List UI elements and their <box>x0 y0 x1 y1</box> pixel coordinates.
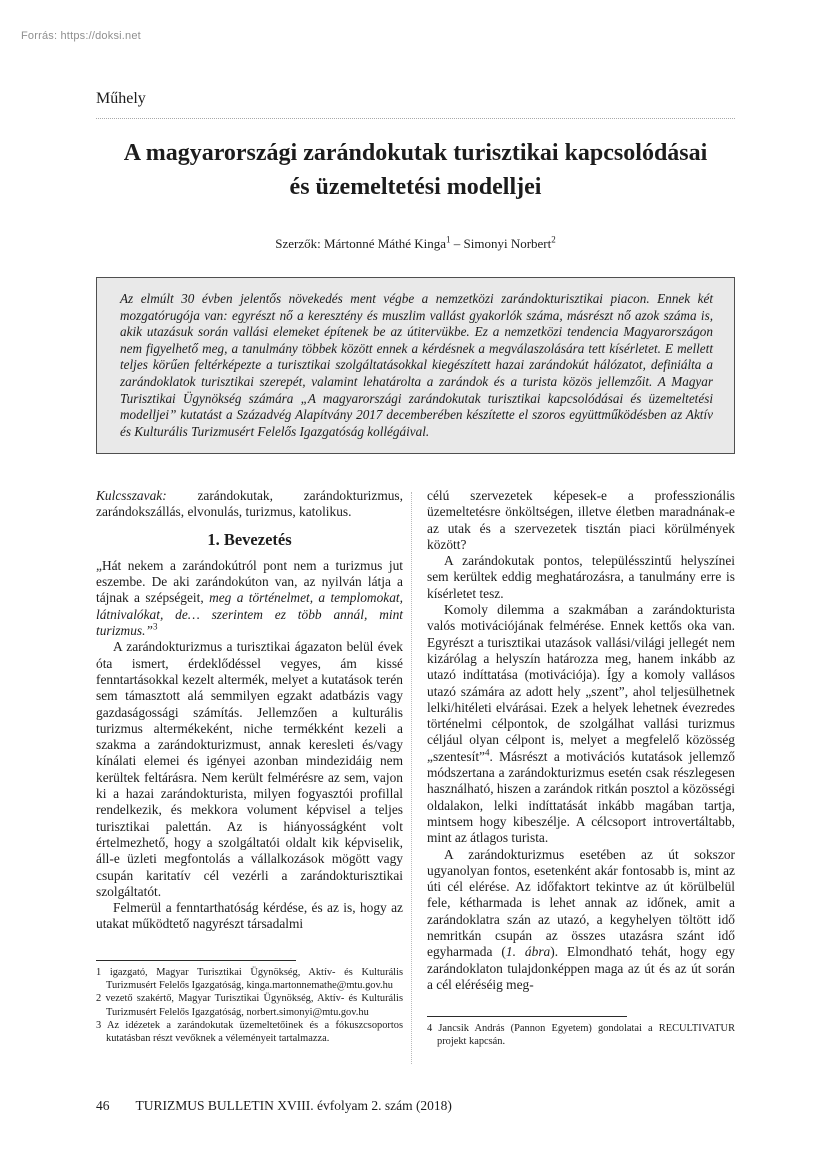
keywords-paragraph: Kulcsszavak: zarándokutak, zarándokturizmus, zarándokszállás, elvonulás, turizmus, katolikus. <box>96 488 403 520</box>
article-title-line-1: A magyarországi zarándokutak turisztikai kapcsolódásai <box>123 140 708 166</box>
footnote-3: 3 Az idézetek a zarándokutak üzemeltetőinek és a fókuszcsoportos kutatásban részt vevőknek a véleményeit tartalmazza. <box>96 1019 403 1045</box>
body-paragraph: A zarándokutak pontos, településszintű helyszínei sem kerültek eddig meghatározásra, a tanulmány erre is kísérletet tesz. <box>427 553 735 601</box>
footnote-2: 2 vezető szakértő, Magyar Turisztikai Ügynökség, Aktív- és Kulturális Turizmusért Felelős Igazgatóság, norbert.simonyi@mtu.gov.hu <box>96 993 403 1018</box>
body-paragraph: Komoly dilemma a szakmában a zarándokturista valós motivációjának felmérése. Ennek kettős oka van. Egyrészt a turisztikai utazások vallási/világi jellegét nem kizárólag a helyszín határozza meg, hanem inkább az utazó indíttatása (motivációja). Így a komoly vallásos utazó számára az adott hely „szent”, ahol teljesülhetnek lelki/hitéleti elvárásai. Ezek a helyek lehetnek évezredes történelmi célpontok, de szolgálhat vallási turizmus céljául olyan célpont is, melyet a megfelelő közösség „szentesít”$^4$. Másrészt a motivációs kutatások jellemző módszertana a zarándokturizmus esetén csak részlegesen használható, hiszen a zarándok ritkán posztol a közösségi oldalakon, lelki indíttatását inkább magában tartja, mintsem hogy kibeszélje. A célcsoport introvertáltabb, mint az átlagos turista. <box>427 602 735 846</box>
footnote-4: 4 Jancsik András (Pannon Egyetem) gondolatai a RECULTIVATUR projekt kapcsán. <box>427 1023 735 1048</box>
body-paragraph: Felmerül a fenntarthatóság kérdése, és az is, hogy az utakat működtető nagyrészt társadalmi <box>96 900 403 932</box>
page-number: 46 <box>96 1098 110 1113</box>
quote-paragraph: „Hát nekem a zarándokútról pont nem a turizmus jut eszembe. De aki zarándokúton van, az nyilván látja a tájnak a szépségeit, meg a történelmet, a templomokat, látnivalókat, de… szerintem ez több annál, mint turizmus.”$^3$ <box>96 557 403 639</box>
footnote-rule <box>96 960 296 961</box>
right-column <box>427 488 735 993</box>
footnote-rule <box>427 1016 627 1017</box>
source-url-label: Forrás: https://doksi.net <box>21 30 141 42</box>
left-column <box>96 488 403 933</box>
intro-heading: 1. Bevezetés <box>207 529 292 549</box>
article-title-line-2: és üzemeltetési modelljei <box>289 174 542 200</box>
column-divider <box>411 492 412 1064</box>
body-paragraph: A zarándokturizmus esetében az út sokszor ugyanolyan fontos, esetenként akár fontosabb is, mint az úti cél elérése. Az időfaktort tekintve az út körülbelül fele, kétharmada is lehet annak az időnek, amit a zarándoklatra szán az utazó, a kegyhelyen töltött idő nemritkán csupán az összes utazásra szánt idő egyharmada (1. ábra). Elmondható tehát, hogy egy zarándoklaton tulajdonképpen maga az út és az út során a cél eléréséig meg- <box>427 846 735 992</box>
footnote-1: 1 igazgató, Magyar Turisztikai Ügynökség, Aktív- és Kulturális Turizmusért Felelős Igazgatóság, kinga.martonnemathe@mtu.gov.hu <box>96 967 403 992</box>
section-label: Műhely <box>96 90 735 119</box>
authors-line: Szerzők: Mártonné Máthé Kinga$^1$ – Simonyi Norbert$^2$ <box>275 234 556 251</box>
article-title <box>96 136 735 204</box>
journal-title: TURIZMUS BULLETIN XVIII. évfolyam 2. szám (2018) <box>135 1098 452 1113</box>
body-paragraph: célú szervezetek képesek-e a professzionális üzemeltetésre önköltségen, illetve életben maradnának-e az utak és a szervezetek tisztán piaci körülmények között? <box>427 488 735 552</box>
page-footer <box>96 1098 452 1114</box>
right-footnotes <box>427 1016 735 1048</box>
abstract-box: Az elmúlt 30 évben jelentős növekedés ment végbe a nemzetközi zarándokturisztikai piacon. Ennek két mozgatórugója van: egyrészt nő a keresztény és muszlim vallást gyakorlók száma, másrészt nő azok száma is, akik utazásuk során vallási elemeket építenek be az útitervükbe. Ez a nemzetközi tendencia Magyarországon nem figyelhető meg, a tanulmány többek között ennek a kérdésnek a megválaszolására tett kísérletet. E mellett teljes körűen feltérképezte a turisztikai szolgáltatásokkal kiegészített hazai zarándokút hálózatot, definiálta a zarándoklatok turisztikai szerepét, valamint lehatárolta a zarándok és a turista közös jellemzőit. A Magyar Turisztikai Ügynökség számára „A magyarországi zarándokutak turisztikai kapcsolódásai és üzemeltetési modelljei” kutatást a Századvég Alapítvány 2017 decemberében készítette el szoros együttműködésben az Aktív és Kulturális Turizmusért Felelős Igazgatóság kollégáival. <box>96 277 735 454</box>
left-footnotes <box>96 960 403 1045</box>
body-paragraph: A zarándokturizmus a turisztikai ágazaton belül évek óta ismert, érdeklődéssel vegyes, ám kissé fenntartásokkal kezelt altermék, melyet a kutatások terén sem támasztott alá semmilyen egzakt adatbázis vagy gazdaságossági számítás. Jellemzően a kulturális turizmus altermékeként, niche termékként kezeli a szakma a zarándokturizmust, annak keresleti és/vagy kínálati elemei és igényei azonban mindezidáig nem kerültek feltárásra. Nem került felmérésre az sem, vajon ki a hazai zarándokturista, milyen fogyasztói profillal rendelkezik, és mekkora volument képvisel a teljes turisztikai palettán. Az is hiányosságként volt értelmezhető, hogy a szolgáltatói oldalt kik képviselik, áll-e üzleti megfontolás a vállalkozások mögött vagy csupán karitatív cél vezérli a zarándokturisztikai szolgáltatót. <box>96 639 403 899</box>
